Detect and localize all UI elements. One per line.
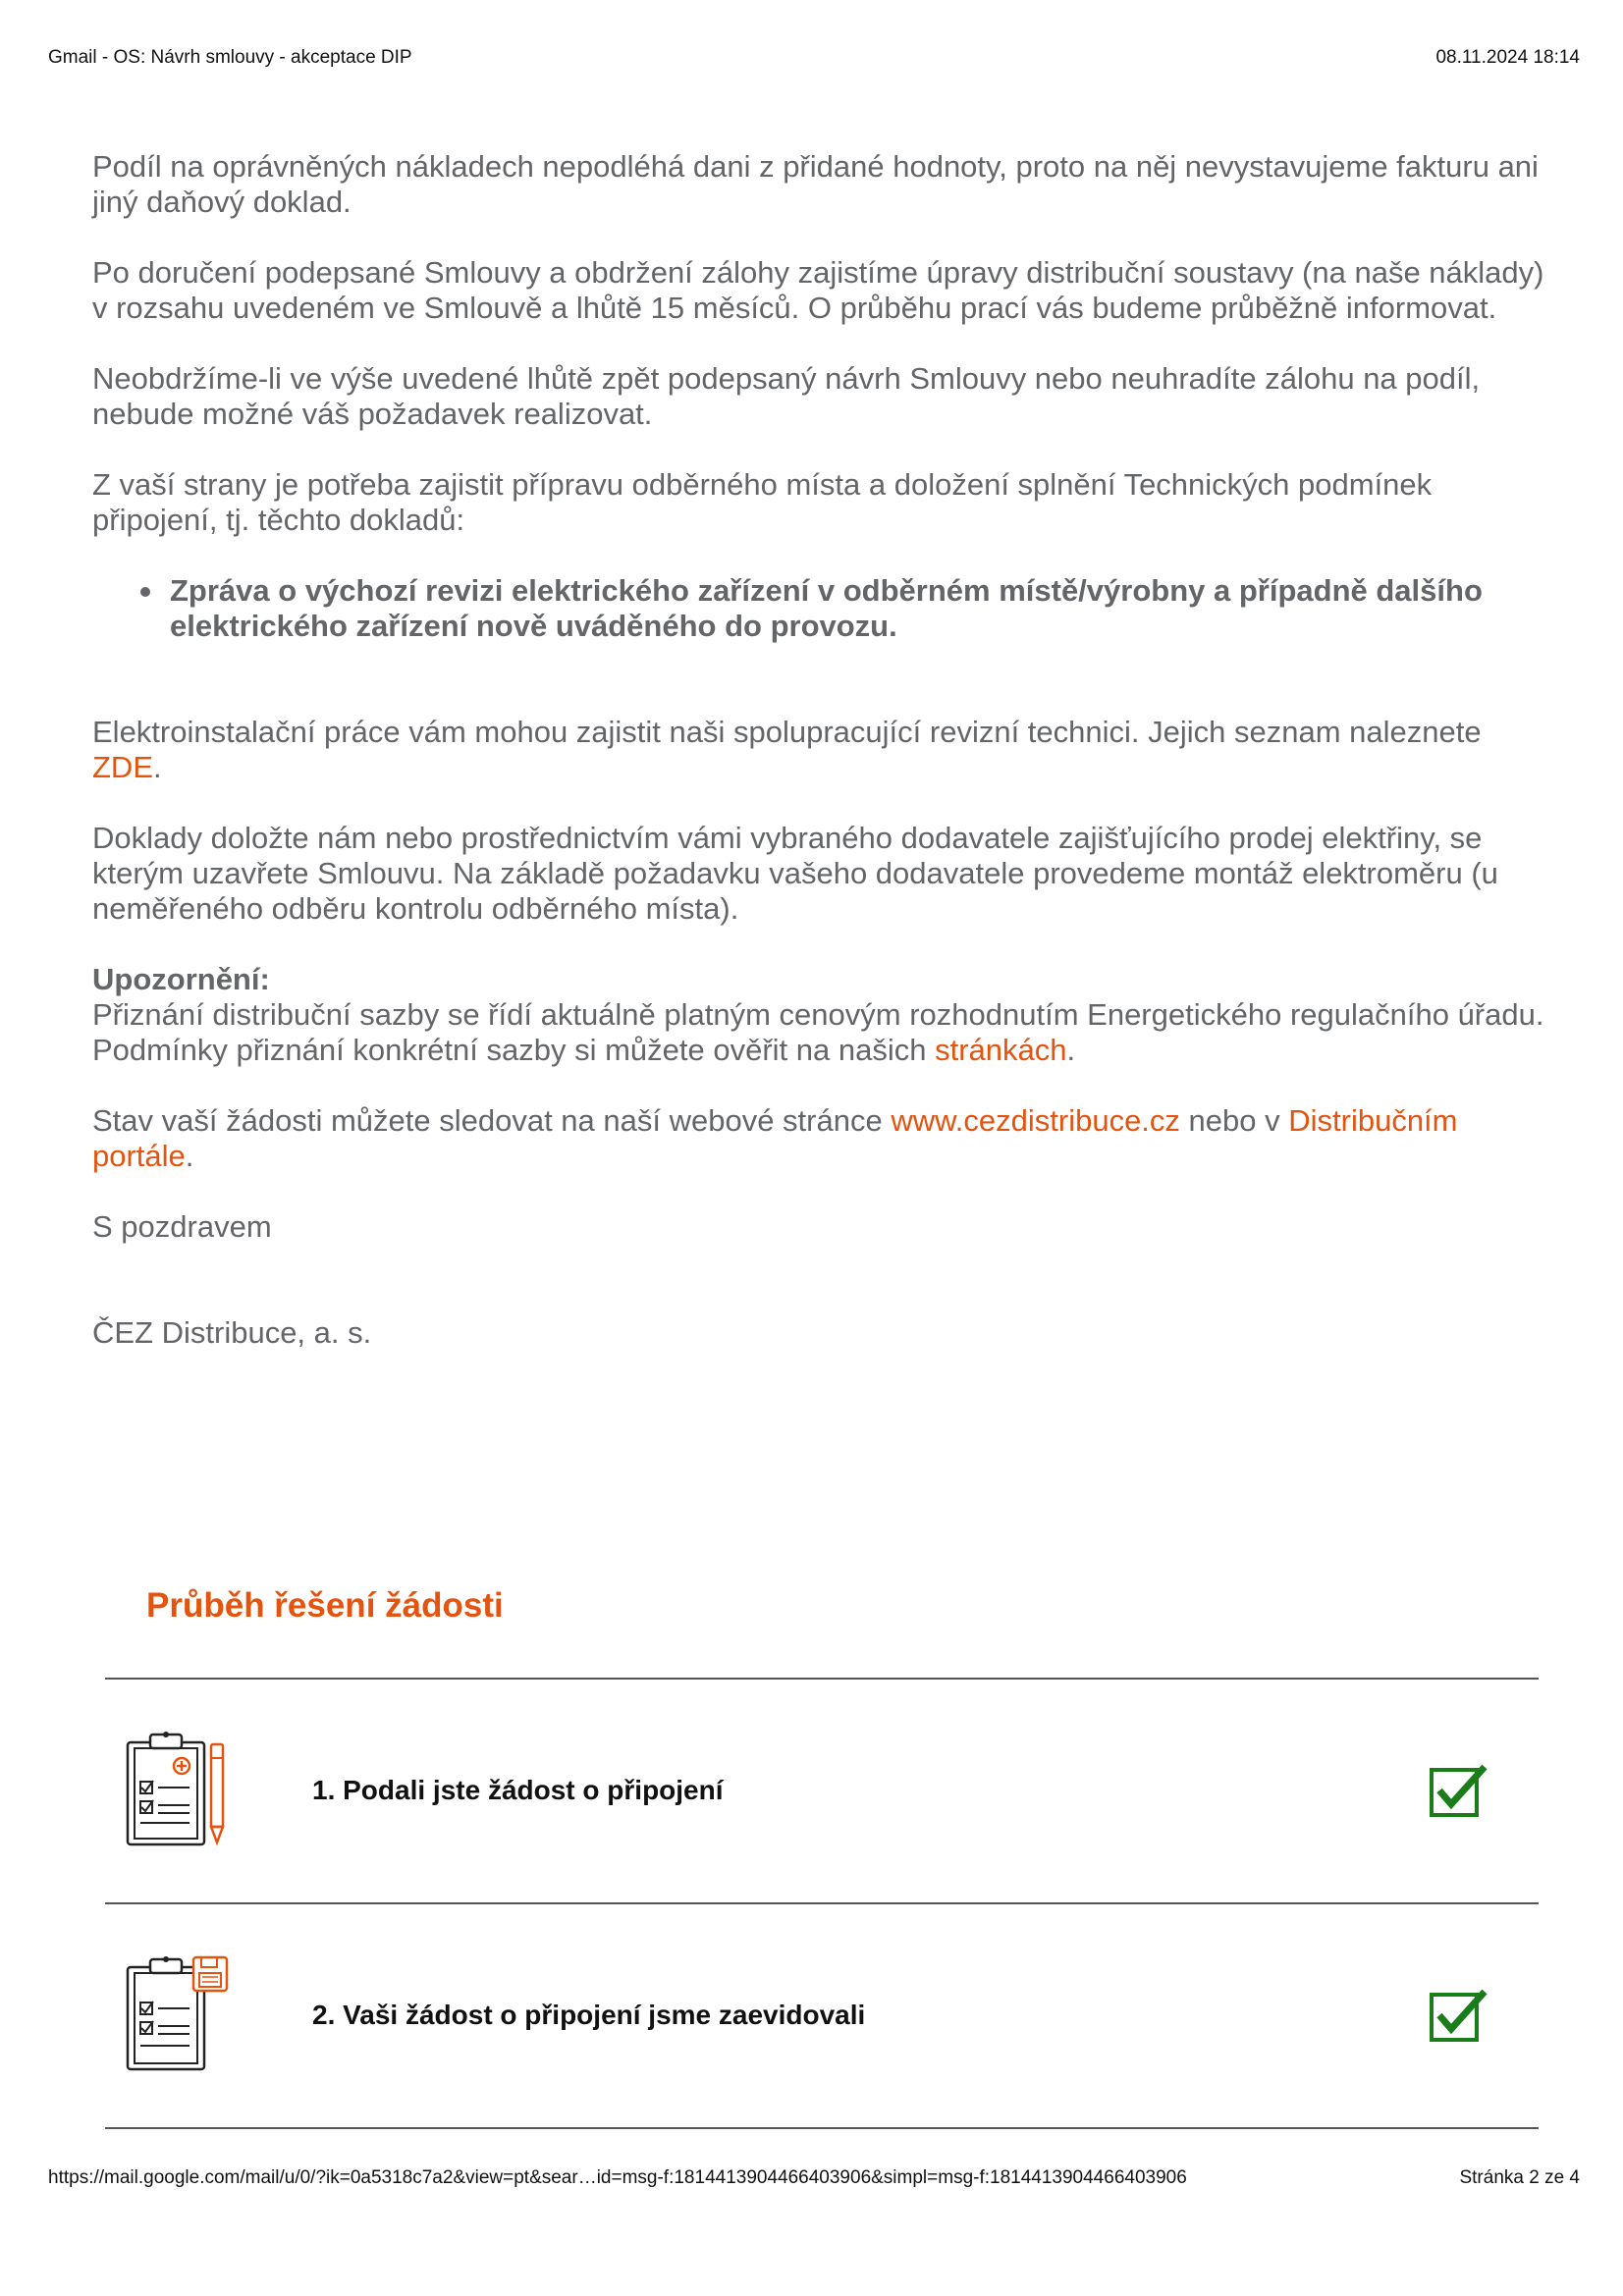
print-footer: [48, 2167, 1580, 2193]
email-body: [92, 149, 1555, 1386]
checked-box-icon: [1430, 1763, 1488, 1817]
paragraph-documents: Doklady doložte nám nebo prostřednictvím vámi vybraného dodavatele zajišťujícího prodej elektřiny, se kterým uzavřete Smlouvu. Na základě požadavku vašeho dodavatele provedeme montáž elektroměru (u neměřeného odběru kontrolu odběrného místa).: [92, 821, 1498, 926]
print-footer-page: Stránka 2 ze 4: [1459, 2167, 1580, 2188]
clipboard-pen-icon: [125, 1731, 233, 1848]
progress-title: Průběh řešení žádosti: [146, 1586, 504, 1625]
cezdistribuce-link[interactable]: www.cezdistribuce.cz: [891, 1103, 1180, 1138]
warning-label: Upozornění:: [92, 962, 270, 996]
paragraph-electricians: Elektroinstalační práce vám mohou zajistit naši spolupracující revizní technici. Jejich seznam naleznete ZDE.: [92, 715, 1482, 784]
progress-step-2: [105, 1904, 1539, 2125]
paragraph-vat: Podíl na oprávněných nákladech nepodléhá dani z přidané hodnoty, proto na něj nevystavujeme fakturu ani jiný daňový doklad.: [92, 149, 1539, 219]
step-label: 2. Vaši žádost o připojení jsme zaevidovali: [312, 1999, 866, 2030]
stranky-link[interactable]: stránkách: [935, 1033, 1067, 1067]
paragraph-delivery: Po doručení podepsané Smlouvy a obdržení zálohy zajistíme úpravy distribuční soustavy (na naše náklady) v rozsahu uvedeném ve Smlouvě a lhůtě 15 měsíců. O průběhu prací vás budeme průběžně informovat.: [92, 255, 1544, 325]
distribution-portal-link[interactable]: Distribučním portále: [92, 1103, 1458, 1173]
zde-link[interactable]: ZDE: [92, 750, 153, 784]
progress-step-1: [105, 1680, 1539, 1900]
print-header-datetime: 08.11.2024 18:14: [1435, 47, 1580, 68]
requirements-list: [92, 538, 1555, 644]
paragraph-deadline: Neobdržíme-li ve výše uvedené lhůtě zpět podepsaný návrh Smlouvy nebo neuhradíte zálohu na podíl, nebude možné váš požadavek realizovat.: [92, 361, 1481, 431]
clipboard-save-icon: [125, 1955, 233, 2073]
signature: ČEZ Distribuce, a. s.: [92, 1315, 372, 1350]
divider: [105, 2127, 1539, 2129]
print-header-title: Gmail - OS: Návrh smlouvy - akceptace DIP: [48, 47, 412, 68]
paragraph-requirements: Z vaší strany je potřeba zajistit přípravu odběrného místa a doložení splnění Technických podmínek připojení, tj. těchto dokladů:: [92, 467, 1433, 537]
print-footer-url: https://mail.google.com/mail/u/0/?ik=0a5318c7a2&view=pt&sear…id=msg-f:1814413904466403906&simpl=msg-f:1814413904466403906: [48, 2167, 1187, 2188]
greeting: S pozdravem: [92, 1209, 272, 1244]
paragraph-warning: Upozornění: Přiznání distribuční sazby se řídí aktuálně platným cenovým rozhodnutím Energetického regulačního úřadu. Podmínky přiznání konkrétní sazby si můžete ověřit na našich stránkách.: [92, 962, 1544, 1067]
print-header: [48, 47, 1580, 73]
paragraph-status: Stav vaší žádosti můžete sledovat na naší webové stránce www.cezdistribuce.cz nebo v Distribučním portále.: [92, 1103, 1458, 1173]
list-item: Zpráva o výchozí revizi elektrického zařízení v odběrném místě/výrobny a případně dalšího elektrického zařízení nově uváděného do provozu.: [92, 573, 1555, 644]
checked-box-icon: [1430, 1988, 1488, 2042]
step-label: 1. Podali jste žádost o připojení: [312, 1774, 724, 1805]
